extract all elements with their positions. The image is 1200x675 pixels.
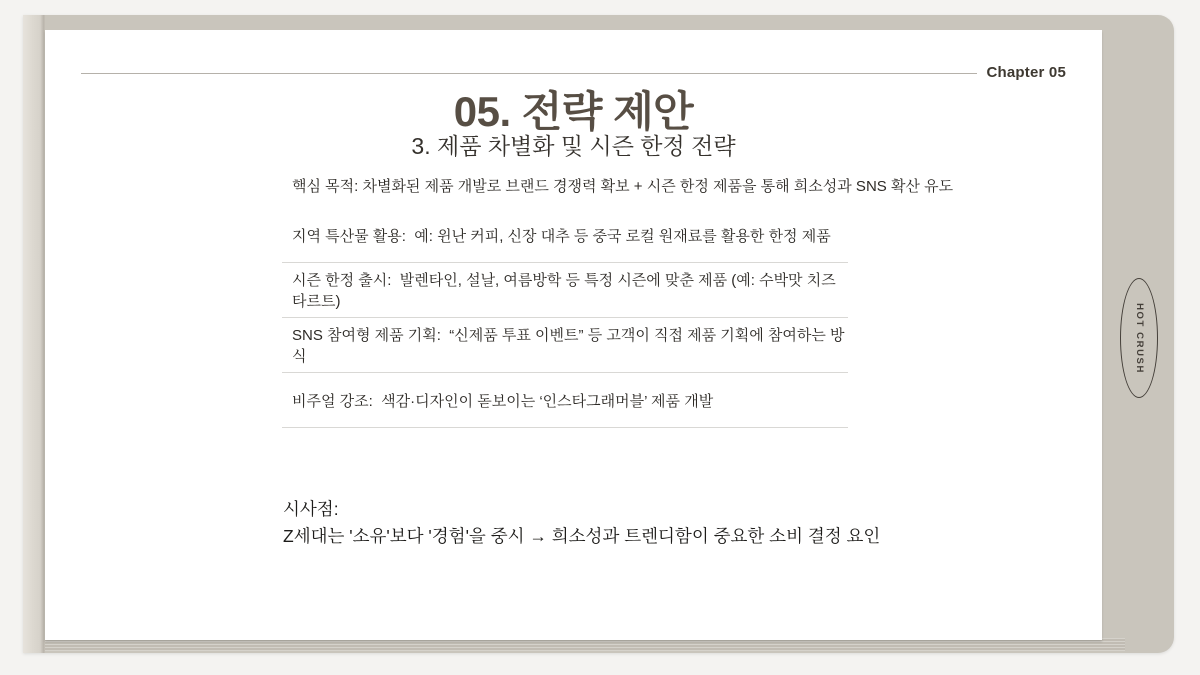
chapter-label: Chapter 05 [986,64,1066,81]
brand-badge-label: HOT CRUSH [1133,302,1145,374]
header-rule [81,73,977,74]
slide-sheet [45,30,1102,640]
strategy-item-sns-participation: SNS 참여형 제품 기획: “신제품 투표 이벤트” 등 고객이 직접 제품 기획에 참여하는 방식 [282,318,848,373]
slide-subtitle: 3. 제품 차별화 및 시즌 한정 전략 [411,133,736,159]
strategy-intro: 핵심 목적: 차별화된 제품 개발로 브랜드 경쟁력 확보 + 시즌 한정 제품을 통해 희소성과 SNS 확산 유도 [292,177,954,195]
implication-block [283,496,880,550]
implication-text: Z세대는 '소유'보다 '경험'을 중시 → 희소성과 트렌디함이 중요한 소비 결정 요인 [283,526,881,546]
strategy-item-seasonal-launch: 시즌 한정 출시: 발렌타인, 설날, 여름방학 등 특정 시즌에 맞춘 제품 (예: 수박맛 치즈타르트) [282,263,848,318]
brand-badge-oval [1120,278,1158,398]
strategy-item-visual-emphasis: 비주얼 강조: 색감·디자인이 돋보이는 ‘인스타그래머블’ 제품 개발 [282,373,848,428]
strategy-item-local-specialty: 지역 특산물 활용: 예: 윈난 커피, 신장 대추 등 중국 로컬 원재료를 활용한 한정 제품 [282,208,848,263]
strategy-list [282,162,954,428]
slide-title: 05. 전략 제안 [453,88,694,135]
book-spine [23,15,45,653]
implication-label: 시사점: [283,499,339,519]
